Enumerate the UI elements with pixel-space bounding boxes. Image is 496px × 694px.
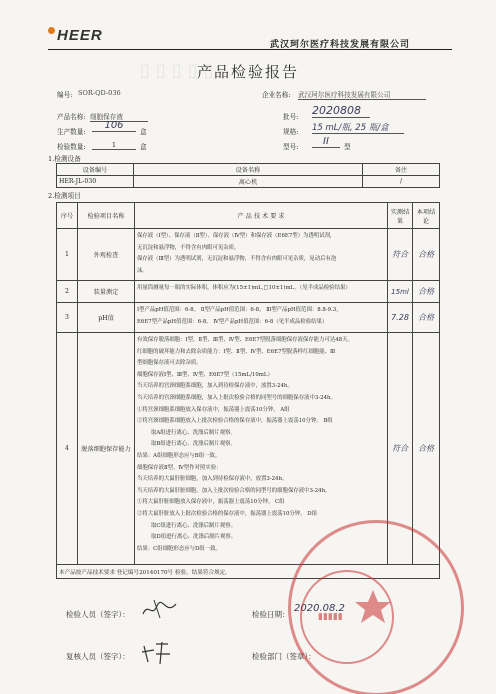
items-header-row (57, 203, 440, 229)
spec-value: 15 mL/瓶, 25 瓶/盒 (312, 121, 404, 134)
requirement-line: 当天培养的大鼠肝脏细胞，加入上批次检验合格的同型号的细胞保存液中3-24h。 (137, 487, 331, 494)
quantity-unit: 盒 (140, 128, 147, 136)
item-conclusion: 合格 (413, 333, 440, 565)
model-value: II (312, 136, 340, 148)
item-result: 符合 (388, 229, 413, 281)
batch-number: 2020808 (312, 104, 370, 118)
department-label: 检验部门（签章）： (252, 652, 316, 661)
reviewer-signature (140, 640, 174, 666)
requirement-line: 沫。 (137, 267, 148, 274)
requirement-line: ①将宫颈细胞系细胞放入保存液中，振荡器上震荡10分钟。 A组 (137, 406, 290, 413)
equipment-note: / (363, 176, 440, 188)
conformity-statement: 本产品按产品技术要求 登记编号20140170号 检验，结果符合规定。 (57, 565, 440, 579)
requirement-line: 无沉淀和悬浮物，不得含有肉眼可见杂质。 (137, 244, 240, 251)
item-name: 装量测定 (78, 281, 135, 303)
section-test-items: 2.检测项目 (48, 192, 81, 200)
item-name: pH值 (78, 303, 135, 333)
equipment-header-row (57, 164, 440, 176)
equipment-table (56, 163, 440, 188)
items-header-cell: 产 品 技 术 要 求 (135, 203, 388, 229)
equipment-row (57, 176, 440, 188)
equipment-header-cell: 设备名称 (134, 164, 363, 176)
items-header-cell: 实测结果 (388, 203, 413, 229)
item-conclusion: 合格 (413, 303, 440, 333)
inspector-signature (140, 598, 180, 622)
section-equipment: 1.检测设备 (48, 155, 81, 163)
equipment-name: 离心机 (134, 176, 363, 188)
item-name: 脱落细胞保存能力 (78, 333, 135, 565)
header-rule (48, 49, 452, 50)
reviewer-label: 复核人员（签字）： (66, 652, 130, 661)
requirement-line: ②将宫颈细胞系细胞放入上批次检验合格的保存液中，振荡器上震荡10分钟。 B组 (137, 418, 333, 425)
requirement-line: 保存液（Ⅲ型）为透明试剂，无沉淀和悬浮物，不得含有肉眼可见杂质，晃动后有泡 (137, 256, 337, 263)
requirement-line: ①将大鼠肝脏细胞放入保存液中，振荡器上震荡10分钟。 C组 (137, 499, 285, 506)
product-label: 产品名称: (57, 113, 86, 121)
doc-no-label: 编号: (57, 91, 73, 99)
logo-dot-icon (48, 27, 55, 34)
table-row (57, 303, 440, 333)
equipment-header-cell: 设备编号 (57, 164, 134, 176)
table-row (57, 229, 440, 281)
requirement-line: 细胞保存液Ⅱ型、Ⅳ型作对照实验： (137, 464, 222, 471)
sample-label: 检验数量: (57, 143, 86, 151)
company-name: 武汉珂尔医疗科技发展有限公司 (298, 89, 426, 100)
page-title: 产品检验报告 (196, 63, 299, 81)
header-company: 武汉珂尔医疗科技发展有限公司 (269, 40, 410, 50)
items-header-cell: 本项结论 (413, 203, 440, 229)
item-requirement (135, 303, 388, 333)
item-no: 3 (57, 303, 78, 333)
quantity-label: 生产数量: (57, 128, 86, 136)
table-row (57, 281, 440, 303)
item-no: 2 (57, 281, 78, 303)
quantity-value: 106 (92, 120, 136, 132)
inspection-seal-lettering: ▮▮▮▮▮ (318, 612, 343, 622)
requirement-line: 保存液（Ⅰ型）、保存液（Ⅱ型）、保存液（Ⅳ型）和保存液（E6E7型）为透明试剂, (137, 233, 332, 239)
requirement-line: 取B组进行离心、洗涤后制片观察。 (151, 441, 236, 448)
sample-unit: 盒 (140, 143, 147, 151)
requirement-line: 用量筒测量每一瓶的实际体积，体积应为(15±1)mL,□10±1)mL。（见半成品检验结果） (137, 285, 351, 291)
requirement-line: 有效保存脱落细胞：Ⅰ型、Ⅱ型、Ⅲ型、Ⅳ型、E6E7型脱落细胞保存液保存能力可达48天。 (137, 337, 353, 343)
model-label: 型号: (283, 143, 299, 151)
item-requirement (135, 229, 388, 281)
item-requirement (135, 281, 388, 303)
batch-label: 批号: (283, 113, 299, 121)
requirement-line: 取A组进行离心、洗涤后制片观察。 (151, 429, 236, 436)
item-no: 1 (57, 229, 78, 281)
requirement-line: 取D组进行离心、洗涤后制片观察。 (151, 534, 237, 541)
product-name: 细胞保存液 (90, 111, 148, 122)
company-label: 企业名称: (262, 91, 291, 99)
items-header-cell: 检验项目名称 (78, 203, 135, 229)
item-result: 15ml (388, 281, 413, 303)
requirement-line: 当天培养的宫颈细胞系细胞，加入上批次检验合格的同型号的细胞保存液中3-24h。 (137, 394, 336, 401)
doc-no: SOR-QD-036 (78, 89, 121, 97)
item-result: 7.28 (388, 303, 413, 333)
inspect-date: 2020.08.2 (294, 603, 345, 614)
item-no: 4 (57, 333, 78, 565)
inspect-date-label: 检验日期： (252, 610, 290, 619)
requirement-line: E6E7型产品pH值范围：6-8。 Ⅳ型产品pH值范围：6-8（见半成品检验结果） (137, 318, 328, 325)
requirement-line: 红细胞的破坏能力和去除杂质能力：Ⅰ型、Ⅱ型、Ⅳ型、E6E7型脱落样红细胞能、Ⅲ (137, 348, 336, 355)
requirement-line: 型细胞保存液可去除杂质。 (137, 360, 202, 367)
sample-value: 1 (92, 141, 136, 150)
equipment-header-cell: 备注 (363, 164, 440, 176)
requirement-line: Ⅰ型产品pH值范围：6-8。 Ⅱ型产品pH值范围：6-8。 Ⅲ型产品pH值范围：8.8-9.3， (137, 307, 342, 313)
background-watermark: ▯▯▯▯▯ (140, 60, 220, 81)
requirement-line: 取C组进行离心、洗涤后制片观察。 (151, 522, 236, 529)
inspection-seal (300, 570, 394, 664)
item-result: 符合 (388, 333, 413, 565)
inspector-label: 检验人员（签字）： (66, 610, 130, 619)
items-header-cell: 序号 (57, 203, 78, 229)
item-name: 外观检查 (78, 229, 135, 281)
spec-label: 规格: (283, 128, 299, 136)
requirement-line: 细胞保存液Ⅰ型、Ⅲ型、Ⅳ型、E6E7型（15mL/10mL） (137, 371, 273, 378)
requirement-line: 结果：C组细胞形态应与D组一致。 (137, 545, 221, 552)
requirement-line: ②将大鼠肝脏放入上批次检验合格的保存液中，振荡器上震荡10分钟。 D组 (137, 510, 318, 517)
requirement-line: 当天培养的大鼠肝脏细胞，加入到待检保存液中，放置3-24h。 (137, 476, 288, 483)
requirement-line: 当天培养的宫颈细胞系细胞，加入到待检保存液中，放置3-24h。 (137, 383, 293, 390)
model-unit: 型 (344, 143, 351, 151)
equipment-id: HER-JL-030 (57, 176, 134, 188)
item-conclusion: 合格 (413, 229, 440, 281)
item-conclusion: 合格 (413, 281, 440, 303)
requirement-line: 结果：A组细胞形态应与B组一致。 (137, 452, 221, 459)
company-logo: HEER (48, 27, 103, 44)
